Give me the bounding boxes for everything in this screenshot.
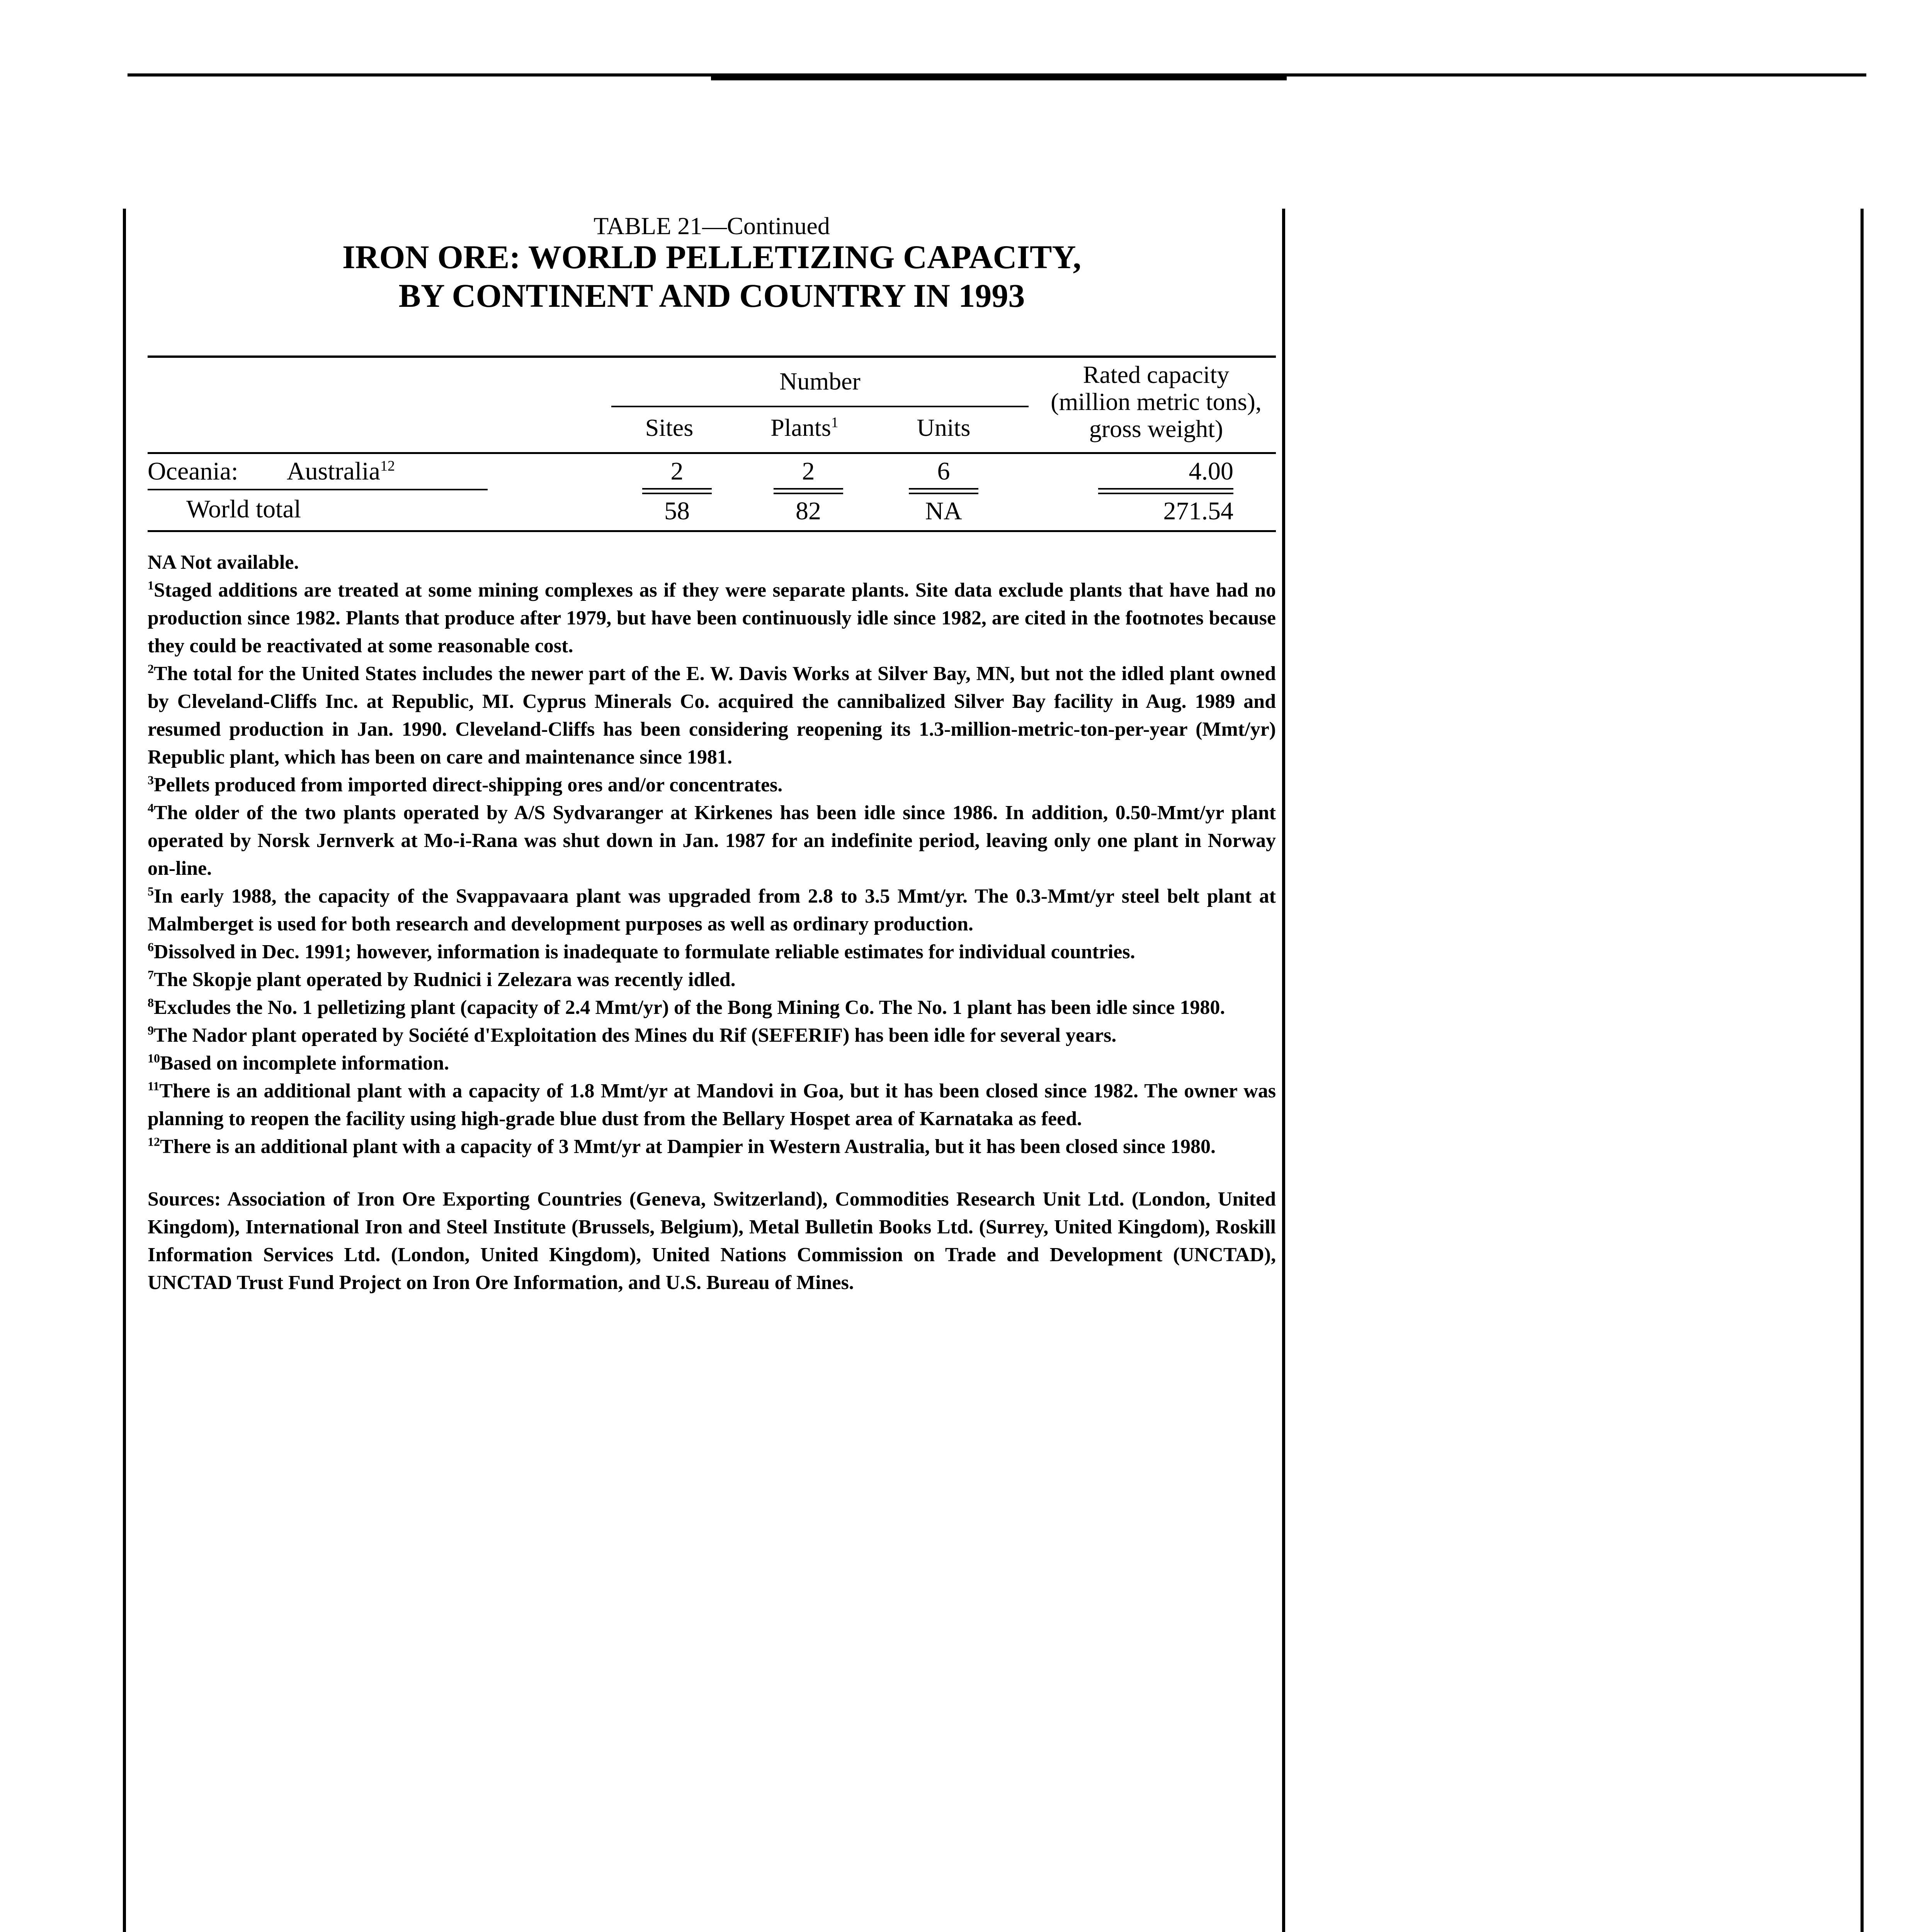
footnote-text: The total for the United States includes the newer part of the E. W. Davis Works at Silver Bay, MN, but not the idled plant owned by Cleveland-Cliffs Inc. at Republic, MI. Cyprus Minerals Co. acquired the cannibalized Silver Bay facility in Aug. 1989 and resumed production in Jan. 1990. Cleveland-Cliffs has been considering reopening its 1.3-million-metric-ton-per-year (Mmt/yr) Republic plant, which has been on care and maintenance since 1981. [148, 663, 1276, 768]
footnote-marker: 7 [148, 968, 154, 982]
row-sites: 2 [670, 457, 684, 485]
table-bottom-rule [148, 530, 1276, 532]
total-label: World total [186, 495, 301, 523]
footnote-marker: 4 [148, 801, 154, 815]
row-continent: Oceania: [148, 457, 238, 485]
units-double-rule-a [909, 488, 978, 490]
sites-double-rule-b [642, 493, 712, 494]
row-country-footnote: 12 [380, 458, 395, 474]
table-title-line-2: BY CONTINENT AND COUNTRY IN 1993 [398, 277, 1025, 314]
footnote-marker: 9 [148, 1023, 154, 1037]
capacity-double-rule-b [1098, 493, 1233, 494]
top-rule-accent [711, 73, 1287, 80]
header-plants [743, 413, 866, 442]
header-number-underline [611, 406, 1029, 407]
footnote-text: Based on incomplete information. [160, 1052, 449, 1074]
header-sites: Sites [645, 414, 694, 441]
row-country-label: Australia [287, 457, 380, 485]
row-units: 6 [937, 457, 950, 485]
header-plants-label: Plants [770, 414, 831, 441]
note-na: NA Not available. [148, 551, 299, 573]
table-title [148, 238, 1276, 315]
footnote-text: There is an additional plant with a capacity of 3 Mmt/yr at Dampier in Western Australia, but it has been closed since 1980. [160, 1136, 1216, 1158]
table-number: TABLE 21—Continued [594, 212, 830, 240]
footnote-text: Dissolved in Dec. 1991; however, information is inadequate to formulate reliable estimates for individual countries. [154, 941, 1135, 963]
row-label-underline [148, 489, 488, 490]
footnote-3 [148, 771, 1276, 799]
footnote-text: The Nador plant operated by Société d'Exploitation des Mines du Rif (SEFERIF) has been idle for several years. [154, 1024, 1117, 1046]
table-top-rule [148, 355, 1276, 358]
footnote-8 [148, 994, 1276, 1022]
footnote-7 [148, 966, 1276, 994]
footnote-text: The Skopje plant operated by Rudnici i Zelezara was recently idled. [154, 969, 736, 991]
row-country [287, 457, 395, 486]
footnote-text: Excludes the No. 1 pelletizing plant (capacity of 2.4 Mmt/yr) of the Bong Mining Co. The No. 1 plant has been idle since 1980. [154, 997, 1225, 1019]
footnote-marker: 6 [148, 940, 154, 954]
sites-double-rule-a [642, 488, 712, 490]
row-capacity: 4.00 [1189, 457, 1233, 485]
footnote-marker: 5 [148, 884, 154, 898]
header-rated-capacity [1036, 361, 1276, 442]
row-plants: 2 [802, 457, 815, 485]
total-units: NA [925, 497, 962, 525]
capacity-table [148, 355, 1276, 549]
plants-double-rule-b [774, 493, 843, 494]
total-sites: 58 [664, 497, 690, 525]
footnote-10 [148, 1049, 1276, 1077]
footnote-marker: 10 [148, 1051, 160, 1065]
units-double-rule-b [909, 493, 978, 494]
footnote-9 [148, 1022, 1276, 1049]
footnote-text: There is an additional plant with a capacity of 1.8 Mmt/yr at Mandovi in Goa, but it has been closed since 1982. The owner was planning to reopen the facility using high-grade blue dust from the Bellary Hospet area of Karnataka as feed. [148, 1080, 1276, 1130]
footnote-12 [148, 1133, 1276, 1161]
plants-double-rule-a [774, 488, 843, 490]
footnote-5 [148, 883, 1276, 938]
footnote-marker: 1 [148, 578, 154, 592]
footnote-text: In early 1988, the capacity of the Svappavaara plant was upgraded from 2.8 to 3.5 Mmt/yr. The 0.3-Mmt/yr steel belt plant at Malmberget is used for both research and development purposes as well as ordinary production. [148, 885, 1276, 935]
footnote-marker: 2 [148, 662, 154, 676]
header-bottom-rule [148, 452, 1276, 454]
footnote-marker: 8 [148, 995, 154, 1010]
table-notes [148, 549, 1276, 1297]
footnote-text: Pellets produced from imported direct-shipping ores and/or concentrates. [154, 774, 783, 796]
capacity-double-rule-a [1098, 488, 1233, 490]
header-units: Units [917, 414, 971, 441]
footnote-marker: 3 [148, 773, 154, 787]
total-capacity: 271.54 [1163, 497, 1233, 525]
sources: Sources: Association of Iron Ore Exporting Countries (Geneva, Switzerland), Commodities Research Unit Ltd. (London, United Kingdom), International Iron and Steel Institute (Brussels, Belgium), Metal Bulletin Books Ltd. (Surrey, United Kingdom), Roskill Information Services Ltd. (London, United Kingdom), United Nations Commission on Trade and Development (UNCTAD), UNCTAD Trust Fund Project on Iron Ore Information, and U.S. Bureau of Mines. [148, 1188, 1276, 1294]
column-rule-left [123, 209, 126, 1932]
header-plants-footnote: 1 [831, 414, 838, 431]
header-number-group: Number [779, 367, 861, 395]
footnote-marker: 11 [148, 1079, 160, 1093]
header-capacity-line-3: gross weight) [1089, 415, 1223, 442]
footnote-2 [148, 660, 1276, 771]
header-capacity-line-2: (million metric tons), [1051, 388, 1262, 415]
footnote-1 [148, 577, 1276, 660]
footnote-text: The older of the two plants operated by A/S Sydvaranger at Kirkenes has been idle since 1986. In addition, 0.50-Mmt/yr plant operated by Norsk Jernverk at Mo-i-Rana was shut down in Jan. 1987 for an indefinite period, leaving only one plant in Norway on-line. [148, 802, 1276, 879]
column-rule-middle [1282, 209, 1285, 1932]
footnote-4 [148, 799, 1276, 883]
total-plants: 82 [796, 497, 821, 525]
footnote-text: Staged additions are treated at some mining complexes as if they were separate plants. Site data exclude plants that have had no production since 1982. Plants that produce after 1979, but have been continuously idle since 1982, are cited in the footnotes because they could be reactivated at some reasonable cost. [148, 579, 1276, 657]
header-capacity-line-1: Rated capacity [1083, 361, 1230, 388]
table-title-line-1: IRON ORE: WORLD PELLETIZING CAPACITY, [342, 238, 1082, 276]
footnote-marker: 12 [148, 1134, 160, 1149]
footnote-11 [148, 1077, 1276, 1133]
column-rule-right [1861, 209, 1864, 1932]
footnote-6 [148, 938, 1276, 966]
